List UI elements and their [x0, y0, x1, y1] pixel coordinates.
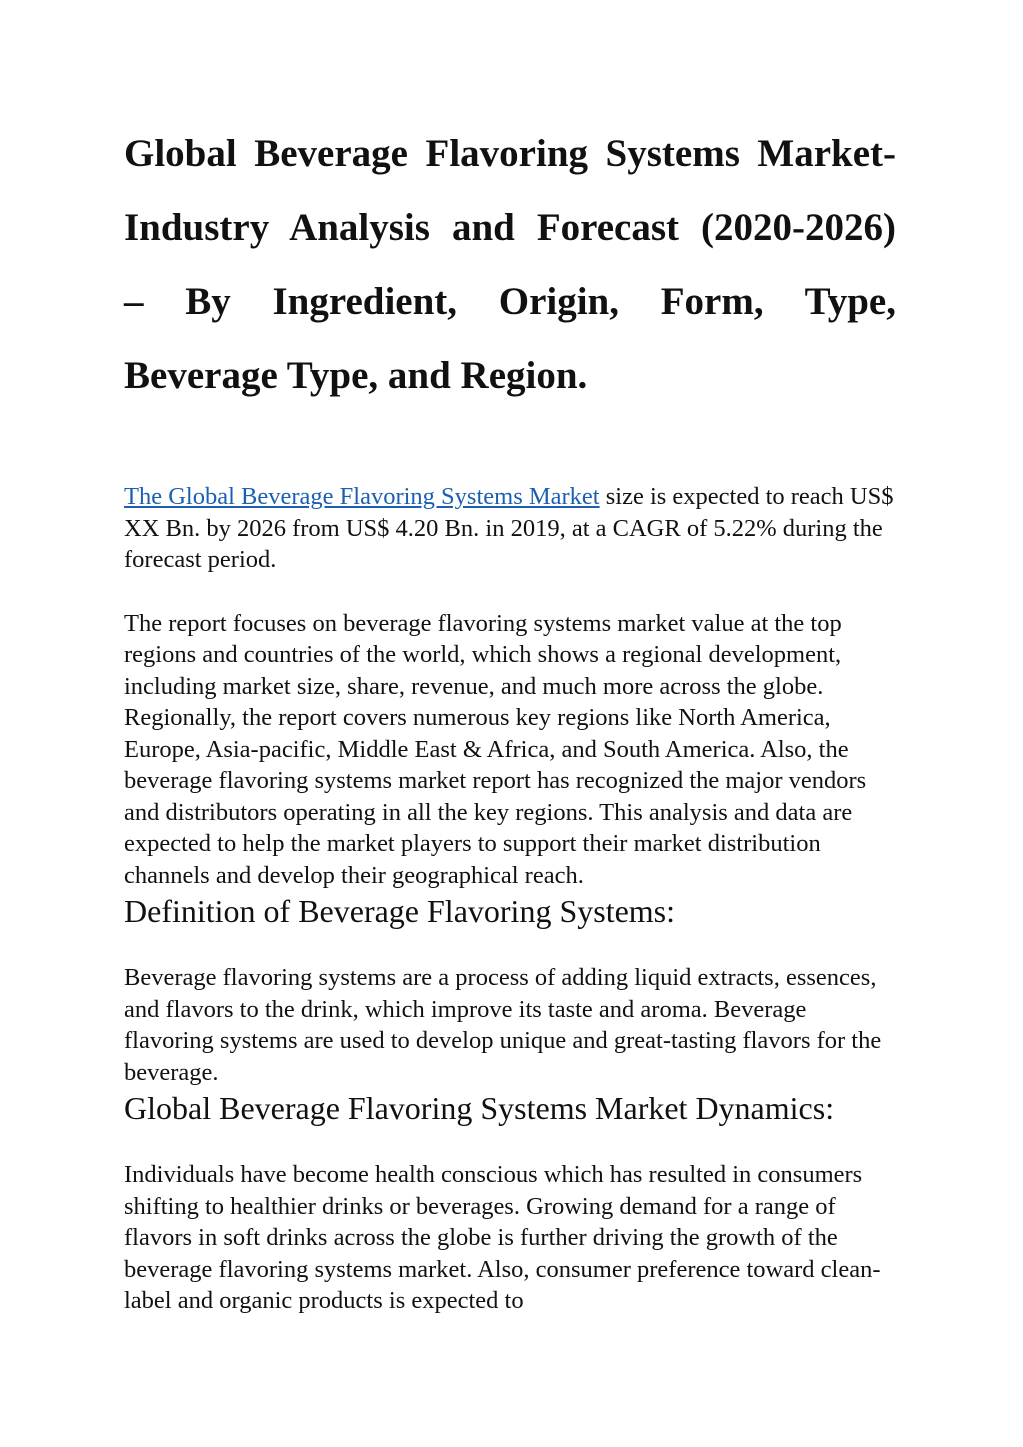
dynamics-heading: Global Beverage Flavoring Systems Market Dynamics:	[124, 1090, 835, 1126]
definition-paragraph: Beverage flavoring systems are a process of adding liquid extracts, essences, and flavors to the drink, which improve its taste and aroma. Beverage flavoring systems are used to develop unique and great-tasting flavors for the beverage.	[124, 964, 882, 1086]
intro-paragraph	[124, 481, 896, 576]
title-line-2: Industry Analysis and Forecast (2020-2026)	[124, 206, 896, 249]
definition-heading: Definition of Beverage Flavoring Systems:	[124, 893, 676, 929]
title-line-1: Global Beverage Flavoring Systems Market-	[124, 132, 896, 175]
market-report-link[interactable]: The Global Beverage Flavoring Systems Market	[124, 483, 600, 510]
title-line-3: – By Ingredient, Origin, Form, Type,	[124, 280, 896, 323]
dynamics-paragraph: Individuals have become health conscious which has resulted in consumers shifting to healthier drinks or beverages. Growing demand for a range of flavors in soft drinks across the globe is further driving the growth of the beverage flavoring systems market. Also, consumer preference toward clean-label and organic products is expected to	[124, 1161, 881, 1314]
document-page	[124, 0, 896, 1317]
report-paragraph: The report focuses on beverage flavoring systems market value at the top regions and countries of the world, which shows a regional development, including market size, share, revenue, and much more across the globe. Regionally, the report covers numerous key regions like North America, Europe, Asia-pacific, Middle East & Africa, and South America. Also, the beverage flavoring systems market report has recognized the major vendors and distributors operating in all the key regions. This analysis and data are expected to help the market players to support their market distribution channels and develop their geographical reach.	[124, 609, 867, 889]
document-title	[124, 0, 896, 413]
title-line-4: Beverage Type, and Region.	[124, 354, 588, 397]
intro-text: size is expected to reach US$ XX Bn. by 2026 from US$ 4.20 Bn. in 2019, at a CAGR of 5.22% during the forecast period.	[124, 483, 894, 573]
